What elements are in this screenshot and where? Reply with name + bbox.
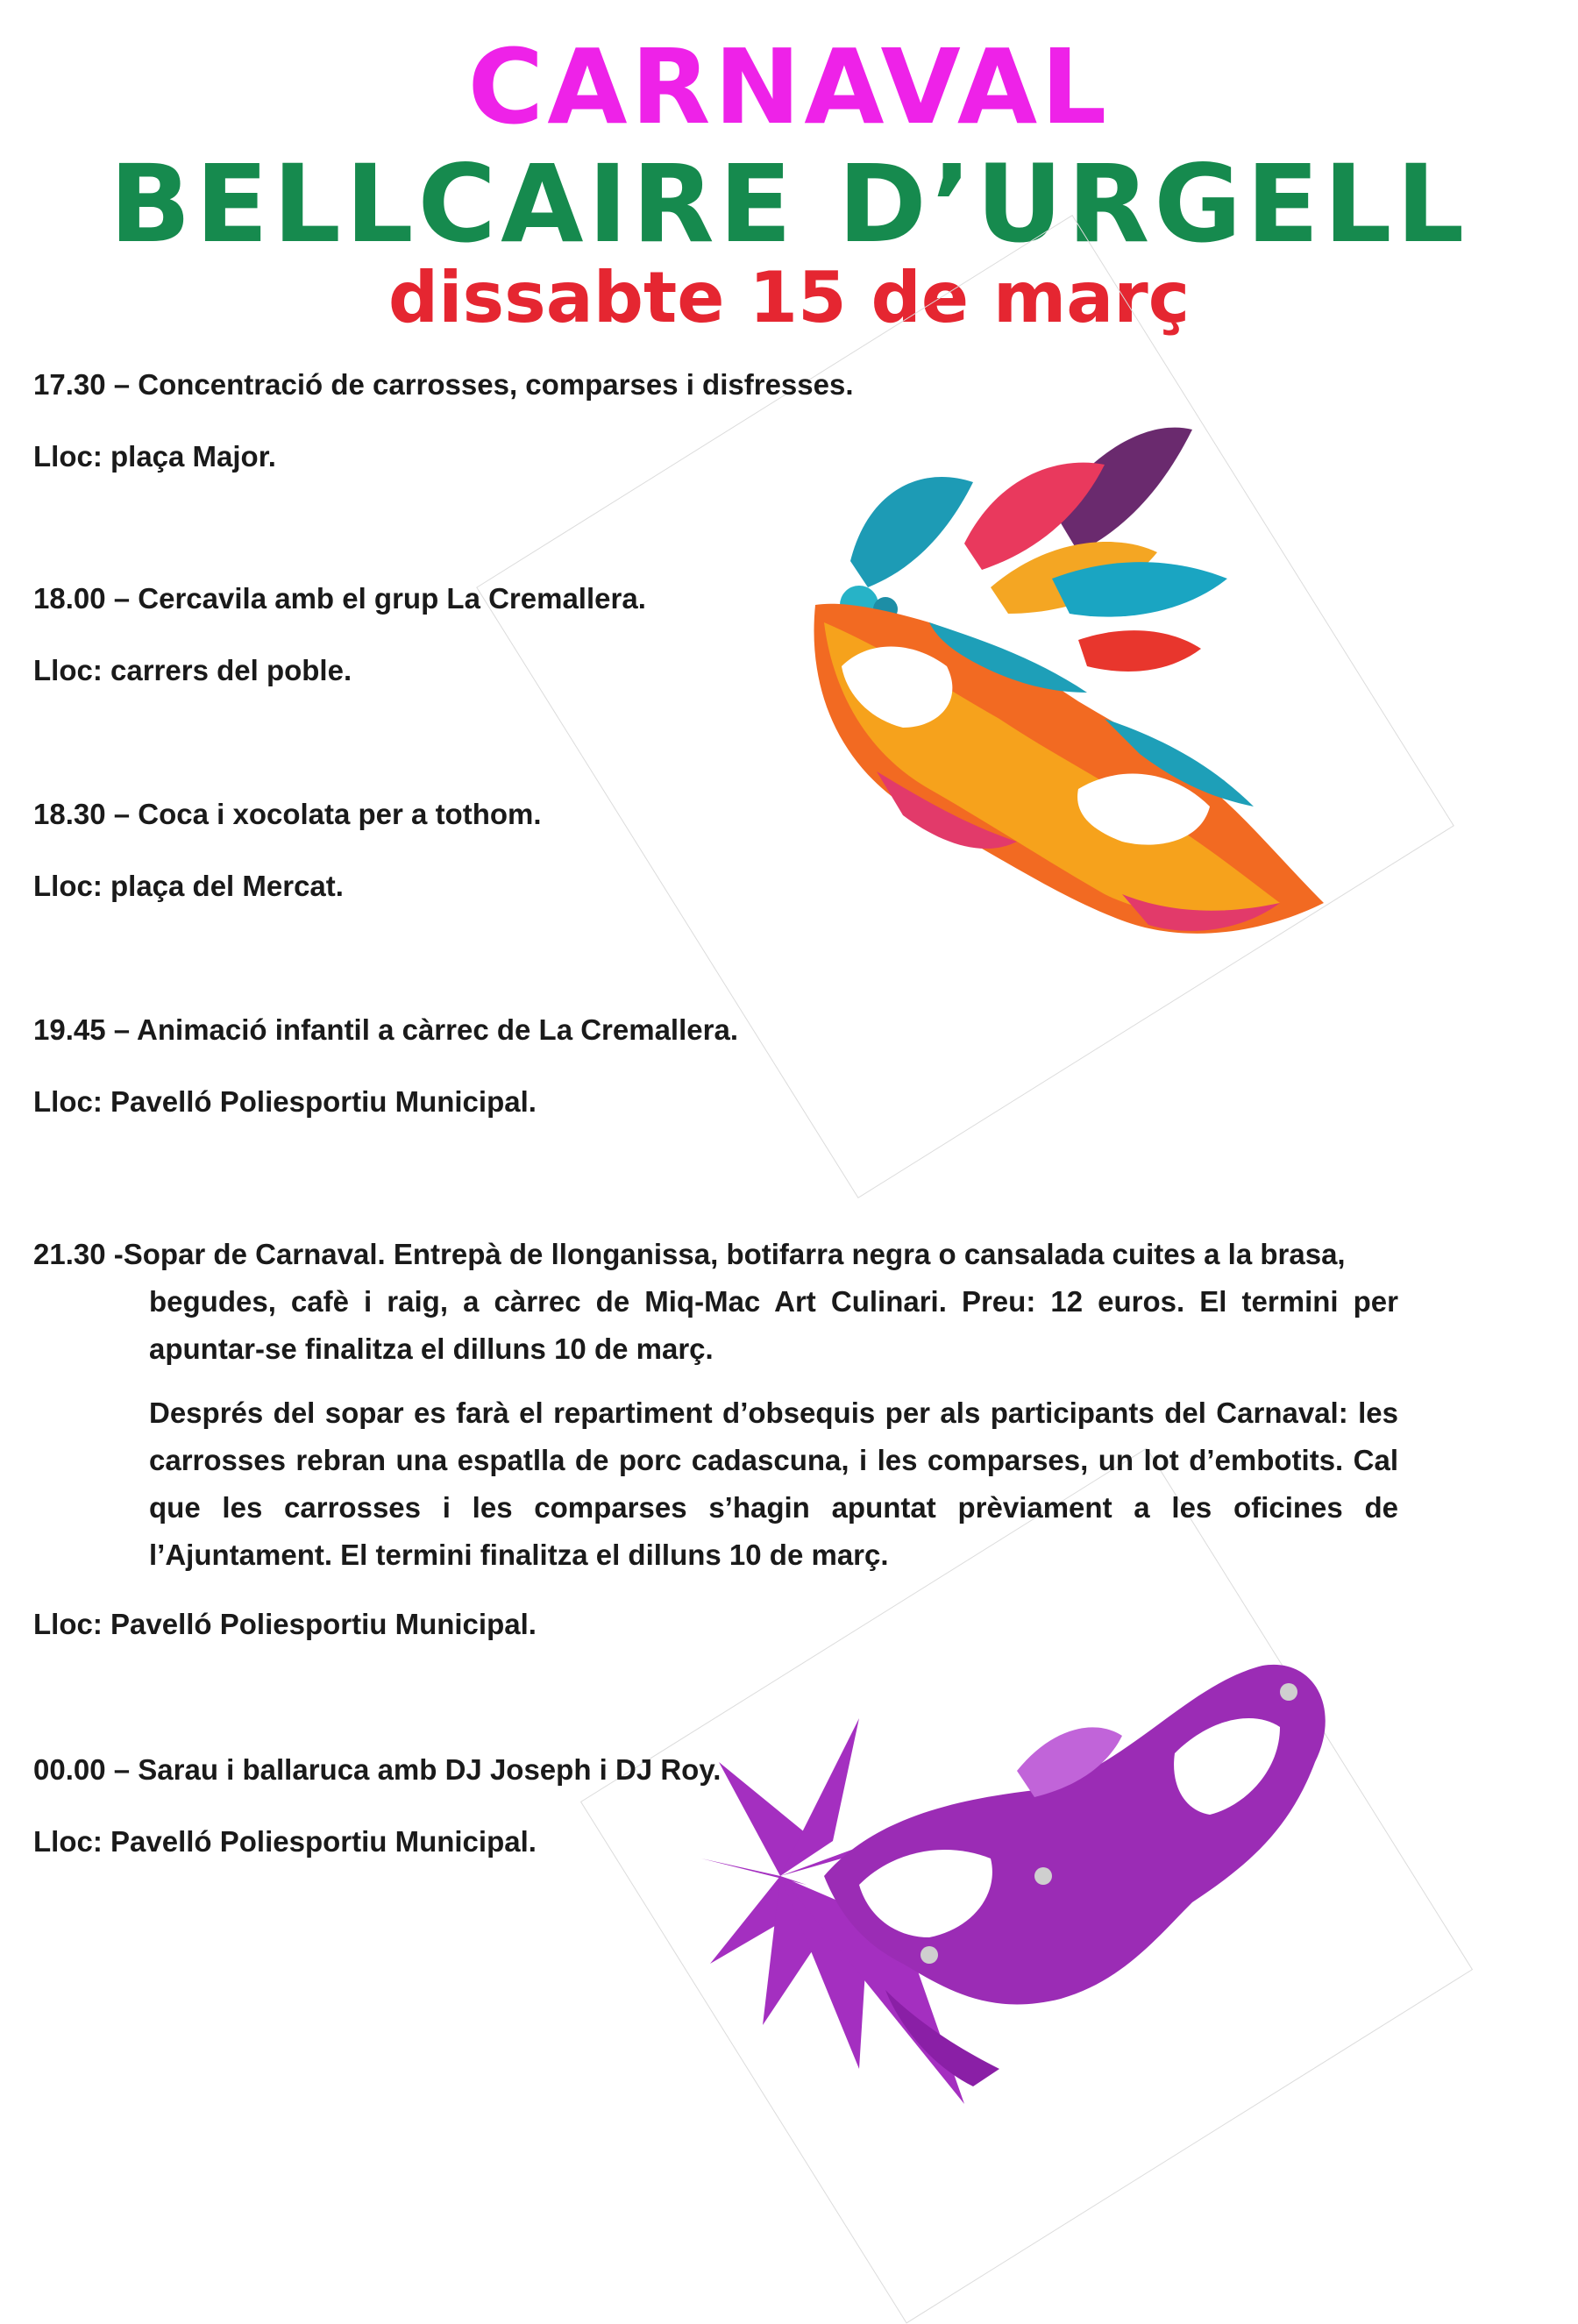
schedule-item-1945: 19.45 – Animació infantil a càrrec de La Cremallera. [33, 1013, 738, 1046]
schedule-item-1830: 18.30 – Coca i xocolata per a tothom. [33, 798, 542, 830]
event-date: dissabte 15 de març [387, 257, 1191, 338]
schedule-place-1800: Lloc: carrers del poble. [33, 654, 352, 686]
schedule-place-1730: Lloc: plaça Major. [33, 440, 276, 473]
schedule-item-0000: 00.00 – Sarau i ballaruca amb DJ Joseph i DJ Roy. [33, 1753, 721, 1786]
town-name: BELLCAIRE D’URGELL [109, 142, 1469, 267]
colorful-carnival-mask-icon [789, 403, 1350, 982]
schedule-place-1945: Lloc: Pavelló Poliesportiu Municipal. [33, 1085, 537, 1118]
schedule-item-1730: 17.30 – Concentració de carrosses, comparses i disfresses. [33, 368, 854, 401]
dinner-place: Lloc: Pavelló Poliesportiu Municipal. [33, 1608, 537, 1640]
schedule-item-1800: 18.00 – Cercavila amb el grup La Cremallera. [33, 582, 646, 615]
purple-glitter-mask-icon [684, 1613, 1350, 2192]
schedule-place-0000: Lloc: Pavelló Poliesportiu Municipal. [33, 1825, 537, 1858]
dinner-details: begudes, cafè i raig, a càrrec de Miq-Mac Art Culinari. Preu: 12 euros. El termini per apuntar-se finalitza el dilluns 10 de març. [149, 1285, 1398, 1365]
dinner-heading: 21.30 -Sopar de Carnaval. Entrepà de llonganissa, botifarra negra o cansalada cuites a la brasa, [33, 1238, 1346, 1270]
dinner-prizes: Després del sopar es farà el repartiment d’obsequis per als participants del Carnaval: les carrosses rebran una espatlla de porc cadascuna, i les comparses, un lot d’embotits. Cal que les carrosses i les comparses s’hagin apuntat prèviament a les oficines de l’Ajuntament. El termini finalitza el dilluns 10 de març. [149, 1397, 1398, 1571]
poster-title: CARNAVAL [467, 26, 1111, 147]
schedule-place-1830: Lloc: plaça del Mercat. [33, 870, 344, 902]
